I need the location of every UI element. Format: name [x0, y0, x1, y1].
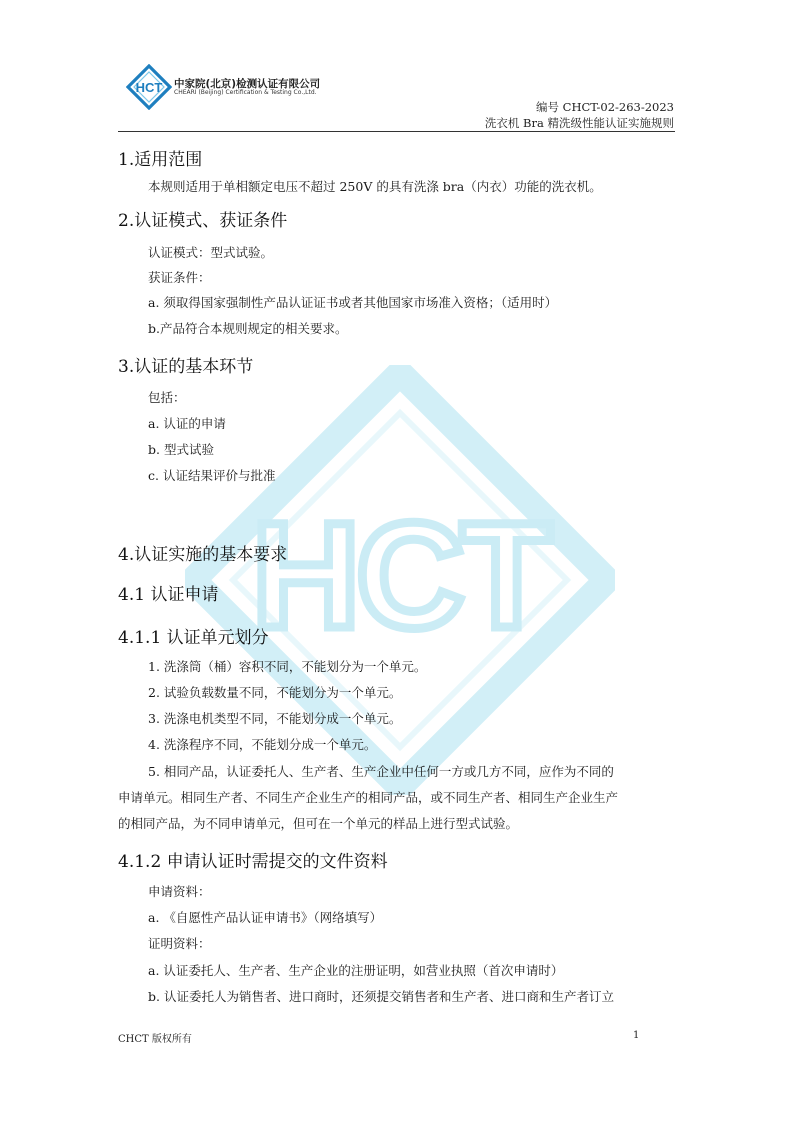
section-4-1-1-heading: 4.1.1 认证单元划分 — [118, 628, 269, 648]
watermark-text: HCT — [251, 491, 549, 659]
section-1-body: 本规则适用于单相额定电压不超过 250V 的具有洗涤 bra（内衣）功能的洗衣机。 — [148, 179, 602, 194]
paragraph-5-line-2: 申请单元。相同生产者、不同生产企业生产的相同产品，或不同生产者、相同生产企业生产 — [118, 790, 619, 805]
footer-copyright: CHCT 版权所有 — [118, 1034, 192, 1045]
page-number: 1 — [633, 1030, 640, 1041]
list-item: 3. 洗涤电机类型不同，不能划分成一个单元。 — [148, 711, 402, 726]
section-4-heading: 4.认证实施的基本要求 — [118, 545, 288, 565]
application-materials-label: 申请资料： — [148, 884, 211, 899]
certification-mode: 认证模式：型式试验。 — [148, 245, 274, 260]
list-item: 4. 洗涤程序不同，不能划分成一个单元。 — [148, 737, 377, 752]
company-name-cn: 中家院(北京)检测认证有限公司 — [174, 78, 321, 90]
document-title: 洗衣机 Bra 精洗级性能认证实施规则 — [484, 116, 674, 130]
proof-item-b: b. 认证委托人为销售者、进口商时，还须提交销售者和生产者、进口商和生产者订立 — [148, 989, 614, 1004]
list-item: 2. 试验负载数量不同，不能划分为一个单元。 — [148, 685, 402, 700]
section-3-label: 包括： — [148, 390, 186, 405]
list-item: b. 型式试验 — [148, 442, 214, 457]
proof-item-a: a. 认证委托人、生产者、生产企业的注册证明，如营业执照（首次申请时） — [148, 963, 564, 978]
list-item: a. 认证的申请 — [148, 416, 226, 431]
list-item: 1. 洗涤筒（桶）容积不同，不能划分为一个单元。 — [148, 659, 427, 674]
header-divider — [118, 131, 675, 132]
proof-materials-label: 证明资料： — [148, 936, 211, 951]
certification-conditions-label: 获证条件： — [148, 270, 211, 285]
paragraph-5-line-3: 的相同产品，为不同申请单元，但可在一个单元的样品上进行型式试验。 — [118, 816, 519, 831]
section-3-heading: 3.认证的基本环节 — [118, 357, 254, 377]
list-item: c. 认证结果评价与批准 — [148, 468, 276, 483]
document-number: 编号 CHCT-02-263-2023 — [536, 100, 674, 114]
company-name-en: CHEARI (Beijing) Certification & Testing Co.,Ltd. — [174, 89, 317, 96]
logo-mark-text: HCT — [135, 80, 163, 95]
section-1-heading: 1.适用范围 — [118, 150, 203, 170]
hct-logo-icon — [126, 64, 172, 110]
hct-watermark — [185, 365, 615, 795]
paragraph-5-line-1: 5. 相同产品，认证委托人、生产者、生产企业中任何一方或几方不同，应作为不同的 — [148, 764, 614, 779]
section-4-1-2-heading: 4.1.2 申请认证时需提交的文件资料 — [118, 852, 388, 872]
section-2-heading: 2.认证模式、获证条件 — [118, 211, 288, 231]
condition-a: a. 须取得国家强制性产品认证证书或者其他国家市场准入资格；（适用时） — [148, 295, 558, 310]
condition-b: b.产品符合本规则规定的相关要求。 — [148, 321, 348, 336]
application-item-a: a. 《自愿性产品认证申请书》（网络填写） — [148, 910, 383, 925]
section-4-1-heading: 4.1 认证申请 — [118, 585, 219, 605]
